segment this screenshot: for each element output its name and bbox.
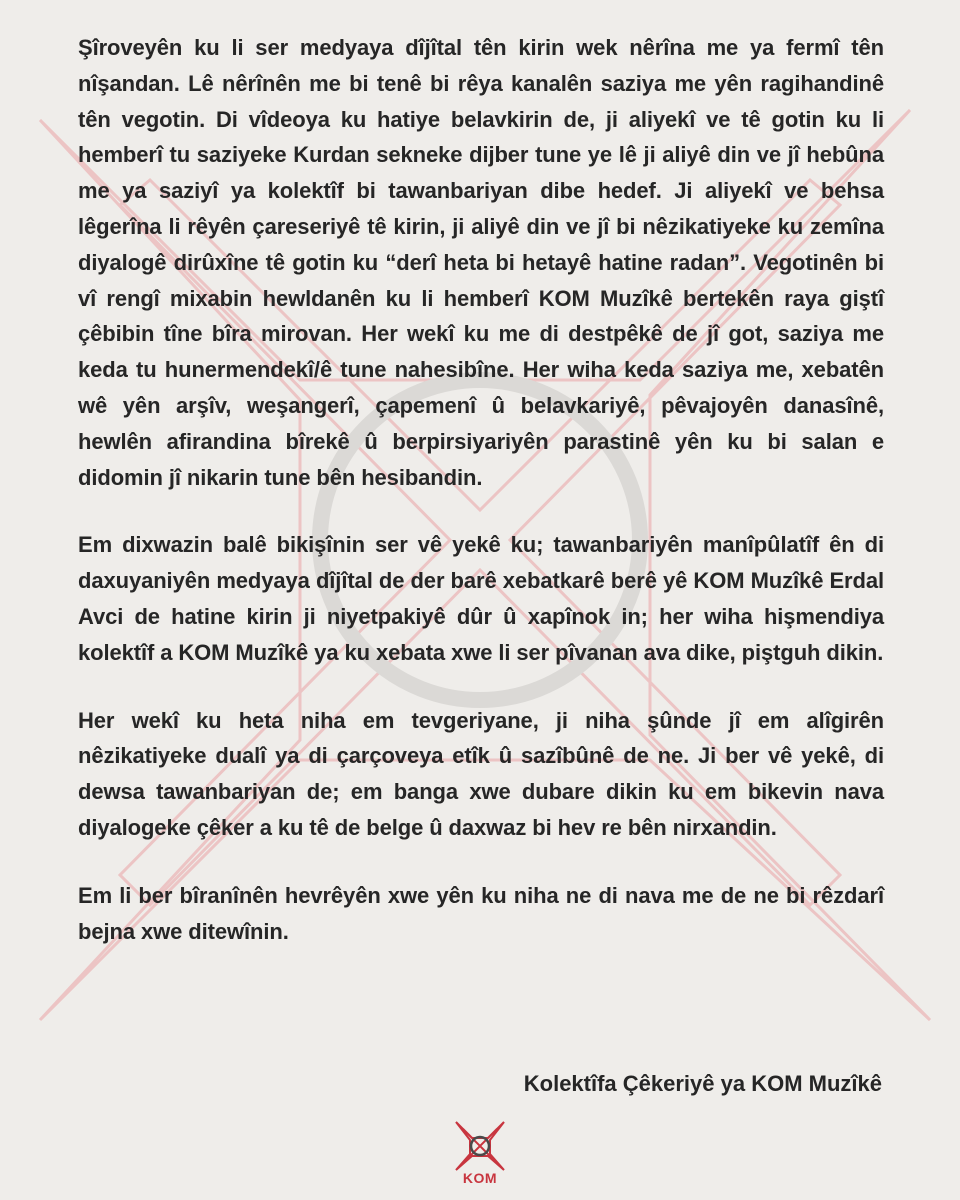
statement-paragraph-4: Em li ber bîranînên hevrêyên xwe yên ku niha ne di nava me de ne bi rêzdarî bejna xwe ditewînin. xyxy=(78,882,884,944)
kom-logo-text: KOM xyxy=(462,1170,498,1186)
statement-paragraph-1: Şîroveyên ku li ser medyaya dîjîtal tên kirin wek nêrîna me ya fermî tên nîşandan. Lê nêrînên me bi tenê bi rêya kanalên saziya me yên ragihandinê tên vegotin. Di vîdeoya ku hatiye belavkirin de, ji aliyekî ve tê gotin ku li hemberî tu saziyeke Kurdan sekneke dijber tune ye lê ji aliyê din ve jî hebûna me ya saziyî ya kolektîf bi tawanbariyan dibe hedef. Ji aliyekî ve behsa lêgerîna li rêyên çareseriyê tê kirin, ji aliyê din ve jî bi nêzikatiyeke ku zemîna diyalogê dirûxîne tê gotin ku “derî heta bi hetayê hatine radan”. Vegotinên bi vî rengî mixabin hewldanên ku li hemberî KOM Muzîkê bertekên raya giştî çêbibin tîne bîra mirovan. Her wekî ku me di destpêkê de jî got, saziya me keda tu hunermendekî/ê tune nahesibîne. Her wiha keda saziya me, xebatên wê yên arşîv, weşangerî, çapemenî û belavkariyê, pêvajoyên danasînê, hewlên afirandina bîrekê û berpirsiyariyên parastinê yên ku bi salan e didomin jî nikarin tune bên hesibandin. xyxy=(78,35,884,490)
kom-logo xyxy=(452,1120,508,1192)
statement-body xyxy=(78,30,884,981)
statement-paragraph-2: Em dixwazin balê bikişînin ser vê yekê ku; tawanbariyên manîpûlatîf ên di daxuyaniyên medyaya dîjîtal de der barê xebatkarê berê yê KOM Muzîkê Erdal Avci de hatine kirin ji niyetpakiyê dûr û xapînok in; her wiha hişmendiya kolektîf a KOM Muzîkê ya ku xebata xwe li ser pîvanan ava dike, piştguh dikin. xyxy=(78,532,884,665)
statement-paragraph-3: Her wekî ku heta niha em tevgeriyane, ji niha şûnde jî em alîgirên nêzikatiyeke dualî ya di çarçoveya etîk û sazîbûnê de ne. Ji ber vê yekê, di dewsa tawanbariyan de; em banga xwe dubare dikin ku em bikevin nava diyalogeke çêker a ku tê de belge û daxwaz bi hev re bên nirxandin. xyxy=(78,707,884,840)
statement-signature: Kolektîfa Çêkeriyê ya KOM Muzîkê xyxy=(523,1071,882,1096)
kom-logo-icon xyxy=(452,1120,508,1172)
